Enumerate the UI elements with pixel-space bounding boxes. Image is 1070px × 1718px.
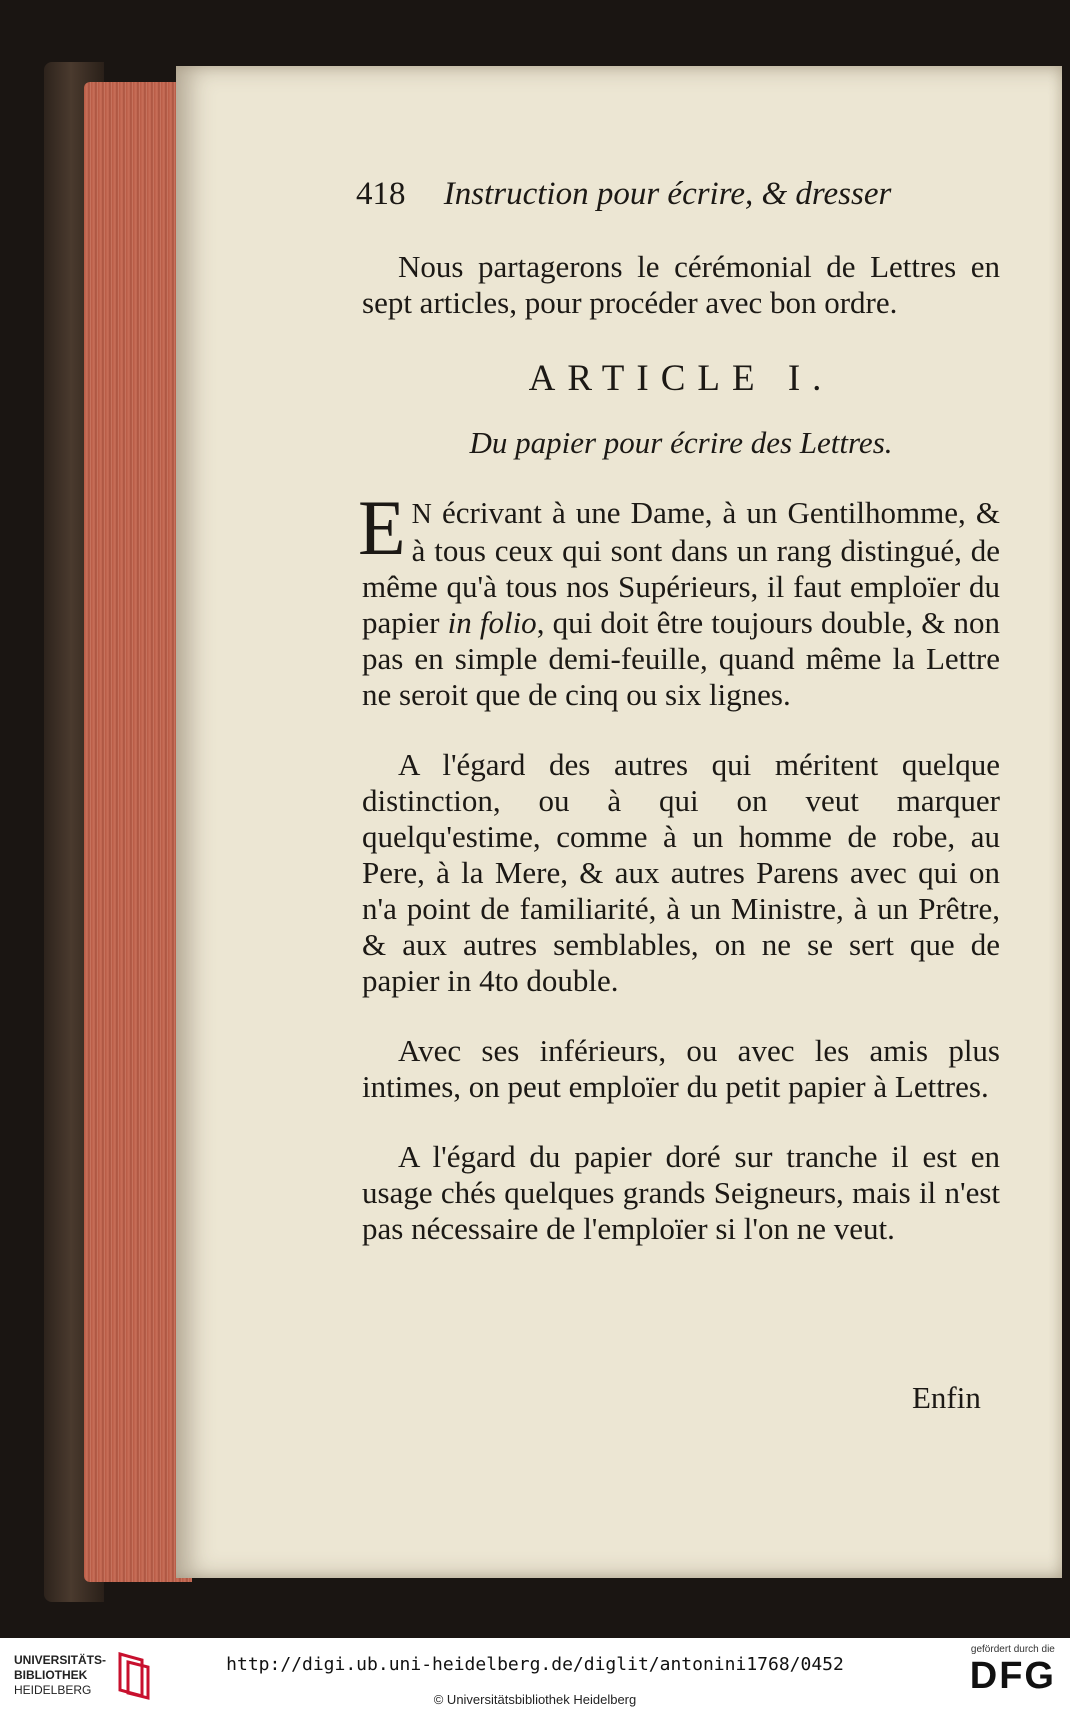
permalink-url[interactable]: http://digi.ub.uni-heidelberg.de/diglit/antonini1768/0452 xyxy=(226,1654,844,1675)
article-subheading: Du papier pour écrire des Lettres. xyxy=(469,425,893,460)
funding-note: gefördert durch die xyxy=(970,1644,1055,1655)
drop-cap: E xyxy=(358,484,406,571)
paragraph-1-text-b: , qui doit être toujours double, & non pas en simple demi-feuille, quand même la Lettre ne seroit que de cinq ou six lignes. xyxy=(362,605,1001,712)
funder-name: DFG xyxy=(969,1655,1056,1697)
library-name: UNIVERSITÄTS- BIBLIOTHEK HEIDELBERG xyxy=(14,1652,107,1697)
dfg-logo[interactable] xyxy=(970,1644,1056,1697)
article-heading: ARTICLE I. xyxy=(528,358,834,399)
running-title: Instruction pour écrire, & dresser xyxy=(443,176,892,212)
page-number: 418 xyxy=(356,176,406,212)
small-cap: N xyxy=(411,499,432,530)
paragraph-1 xyxy=(358,484,1001,713)
page-body xyxy=(358,249,1001,1281)
running-header xyxy=(356,176,892,213)
footer-bar xyxy=(0,1638,1070,1718)
intro-paragraph: Nous partagerons le cérémonial de Lettres en sept articles, pour procéder avec bon ordre. xyxy=(362,249,1000,320)
catchword: Enfin xyxy=(912,1380,981,1415)
paragraph-1-italic: in folio xyxy=(447,605,537,640)
book-page xyxy=(176,66,1062,1578)
paragraph-3: Avec ses inférieurs, ou avec les amis plus intimes, on peut emploïer du petit papier à Lettres. xyxy=(362,1033,1000,1104)
paragraph-1-text-a: écrivant à une Dame, à un Gentilhomme, & à tous ceux qui sont dans un rang distingué, de même qu'à tous nos Supérieurs, il faut emploïer du papier xyxy=(362,495,1000,640)
paragraph-4: A l'égard du papier doré sur tranche il est en usage chés quelques grands Seigneurs, mais il n'est pas nécessaire de l'emploïer si l'on ne veut. xyxy=(362,1139,1000,1246)
copyright-notice: © Universitätsbibliothek Heidelberg xyxy=(433,1692,637,1707)
paragraph-2: A l'égard des autres qui méritent quelque distinction, ou à qui on veut marquer quelqu'estime, comme à un homme de robe, au Pere, à la Mere, & aux autres Parens avec qui on n'a point de familiarité, à un Ministre, à un Prêtre, & aux autres semblables, on ne se sert que de papier in 4to double. xyxy=(362,747,1000,998)
